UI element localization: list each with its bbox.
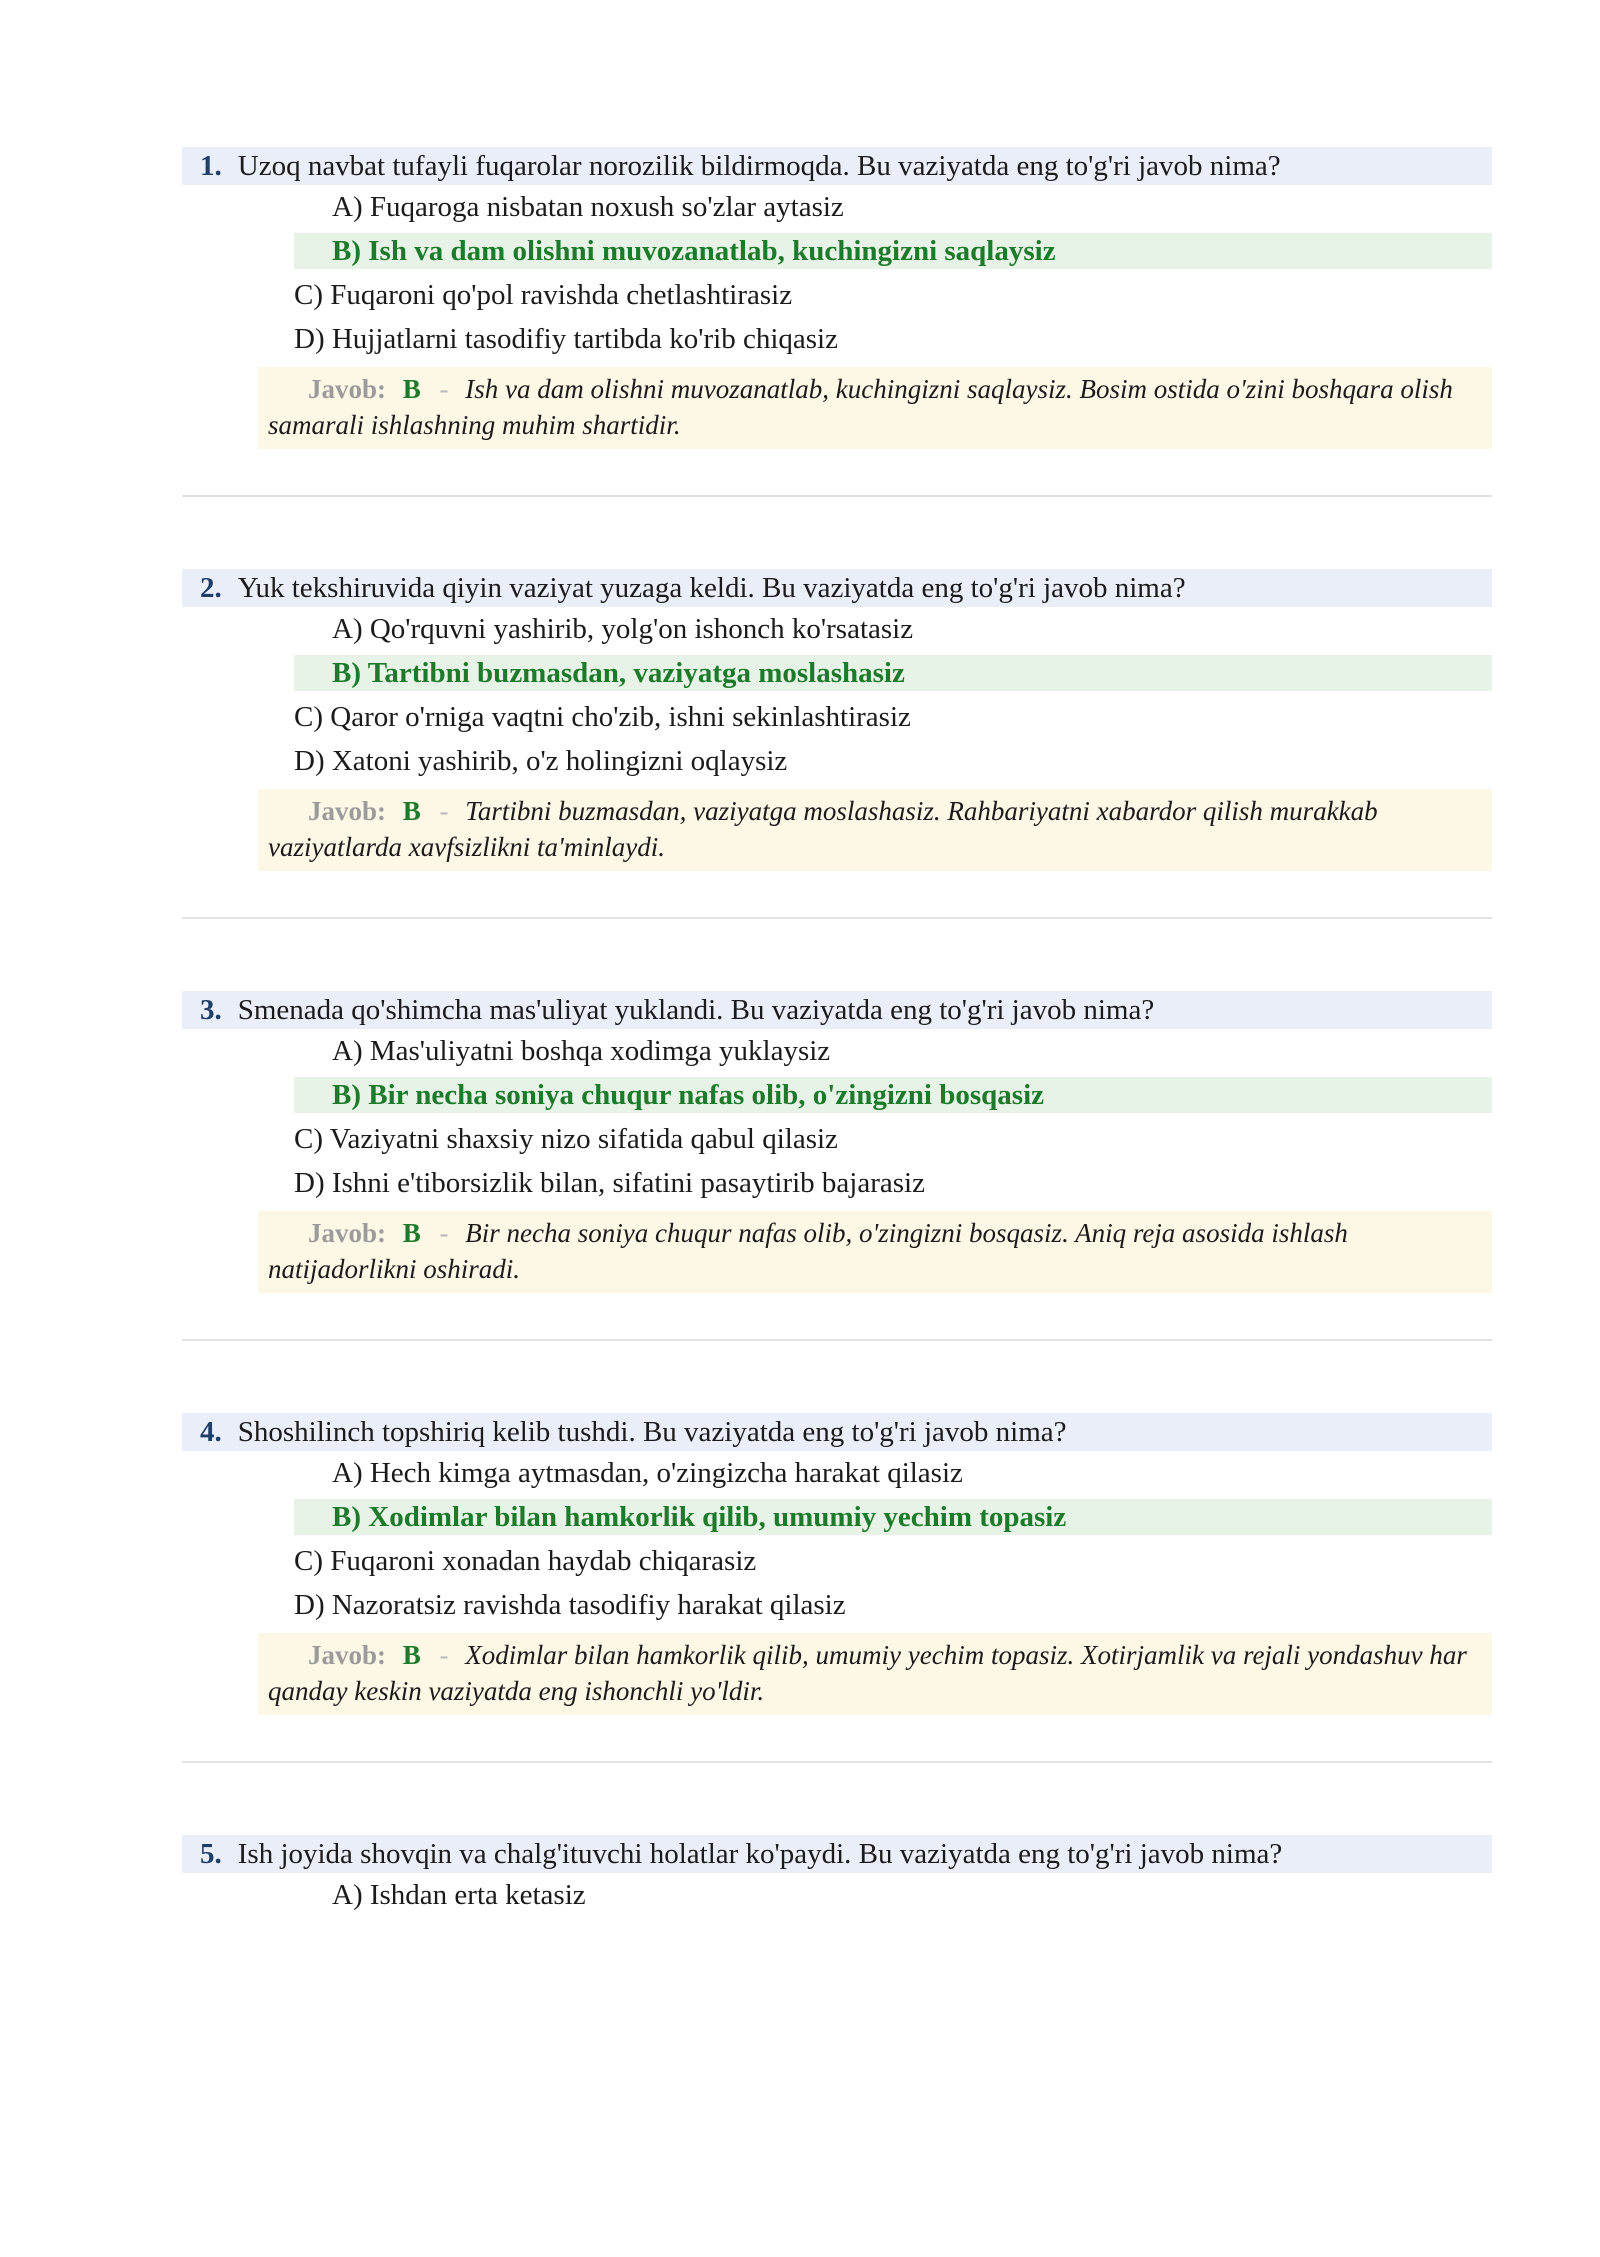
option-b-correct: B) Xodimlar bilan hamkorlik qilib, umumiy yechim topasiz: [294, 1499, 1492, 1535]
option-a: A) Hech kimga aytmasdan, o'zingizcha harakat qilasiz: [332, 1457, 963, 1489]
question-block: [182, 1413, 1492, 1835]
question-number: 2.: [200, 572, 222, 604]
answer-explanation: [258, 1633, 1492, 1715]
option-d: D) Hujjatlarni tasodifiy tartibda ko'rib chiqasiz: [294, 323, 838, 355]
question-text: Smenada qo'shimcha mas'uliyat yuklandi. Bu vaziyatda eng to'g'ri javob nima?: [237, 994, 1155, 1026]
option-c: C) Qaror o'rniga vaqtni cho'zib, ishni sekinlashtirasiz: [294, 701, 911, 733]
question-list: [182, 147, 1492, 2257]
question-header: [182, 569, 1492, 607]
answer-letter: B: [402, 1640, 421, 1670]
question-block: [182, 147, 1492, 569]
question-number: 3.: [200, 994, 222, 1026]
question-header: [182, 1413, 1492, 1451]
option-a: A) Qo'rquvni yashirib, yolg'on ishonch ko'rsatasiz: [332, 613, 914, 645]
question-text: Ish joyida shovqin va chalg'ituvchi holatlar ko'paydi. Bu vaziyatda eng to'g'ri javob nima?: [237, 1838, 1283, 1870]
answer-text: Bir necha soniya chuqur nafas olib, o'zingizni bosqasiz. Aniq reja asosida ishlash natijadorlikni oshiradi.: [268, 1218, 1348, 1284]
answer-explanation: [258, 1211, 1492, 1293]
divider: [182, 495, 1492, 497]
option-c: C) Fuqaroni qo'pol ravishda chetlashtirasiz: [294, 279, 793, 311]
option-b-correct: B) Tartibni buzmasdan, vaziyatga moslashasiz: [294, 655, 1492, 691]
option-b-correct: B) Ish va dam olishni muvozanatlab, kuchingizni saqlaysiz: [294, 233, 1492, 269]
option-a: A) Mas'uliyatni boshqa xodimga yuklaysiz: [332, 1035, 831, 1067]
answer-letter: B: [402, 1218, 421, 1248]
answer-explanation: [258, 367, 1492, 449]
option-a: A) Ishdan erta ketasiz: [332, 1879, 586, 1911]
answer-text: Ish va dam olishni muvozanatlab, kuchingizni saqlaysiz. Bosim ostida o'zini boshqara olish samarali ishlashning muhim shartidir.: [268, 374, 1453, 440]
divider: [182, 1339, 1492, 1341]
option-a: A) Fuqaroga nisbatan noxush so'zlar aytasiz: [332, 191, 844, 223]
answer-dash: -: [439, 1640, 449, 1670]
option-d: D) Nazoratsiz ravishda tasodifiy harakat qilasiz: [294, 1589, 846, 1621]
answer-dash: -: [439, 374, 449, 404]
option-b-correct: B) Bir necha soniya chuqur nafas olib, o'zingizni bosqasiz: [294, 1077, 1492, 1113]
answer-dash: -: [439, 1218, 449, 1248]
divider: [182, 917, 1492, 919]
option-c: C) Vaziyatni shaxsiy nizo sifatida qabul qilasiz: [294, 1123, 838, 1155]
answer-letter: B: [402, 374, 421, 404]
answer-explanation: [258, 789, 1492, 871]
question-number: 4.: [200, 1416, 222, 1448]
option-c: C) Fuqaroni xonadan haydab chiqarasiz: [294, 1545, 757, 1577]
question-block: [182, 569, 1492, 991]
question-number: 5.: [200, 1838, 222, 1870]
answer-label: Javob:: [308, 374, 387, 404]
answer-dash: -: [439, 796, 449, 826]
answer-label: Javob:: [308, 1218, 387, 1248]
question-text: Yuk tekshiruvida qiyin vaziyat yuzaga keldi. Bu vaziyatda eng to'g'ri javob nima?: [237, 572, 1186, 604]
question-text: Shoshilinch topshiriq kelib tushdi. Bu vaziyatda eng to'g'ri javob nima?: [237, 1416, 1067, 1448]
answer-text: Tartibni buzmasdan, vaziyatga moslashasiz. Rahbariyatni xabardor qilish murakkab vaziyatlarda xavfsizlikni ta'minlaydi.: [268, 796, 1378, 862]
question-header: [182, 147, 1492, 185]
option-d: D) Xatoni yashirib, o'z holingizni oqlaysiz: [294, 745, 788, 777]
question-text: Uzoq navbat tufayli fuqarolar norozilik bildirmoqda. Bu vaziyatda eng to'g'ri javob nima?: [237, 150, 1281, 182]
option-d: D) Ishni e'tiborsizlik bilan, sifatini pasaytirib bajarasiz: [294, 1167, 925, 1199]
answer-label: Javob:: [308, 1640, 387, 1670]
question-block: [182, 1835, 1492, 2257]
divider: [182, 1761, 1492, 1763]
question-header: [182, 1835, 1492, 1873]
question-number: 1.: [200, 150, 222, 182]
question-header: [182, 991, 1492, 1029]
answer-letter: B: [402, 796, 421, 826]
answer-text: Xodimlar bilan hamkorlik qilib, umumiy yechim topasiz. Xotirjamlik va rejali yondashuv har qanday keskin vaziyatda eng ishonchli yo'ldir.: [268, 1640, 1467, 1706]
question-block: [182, 991, 1492, 1413]
answer-label: Javob:: [308, 796, 387, 826]
